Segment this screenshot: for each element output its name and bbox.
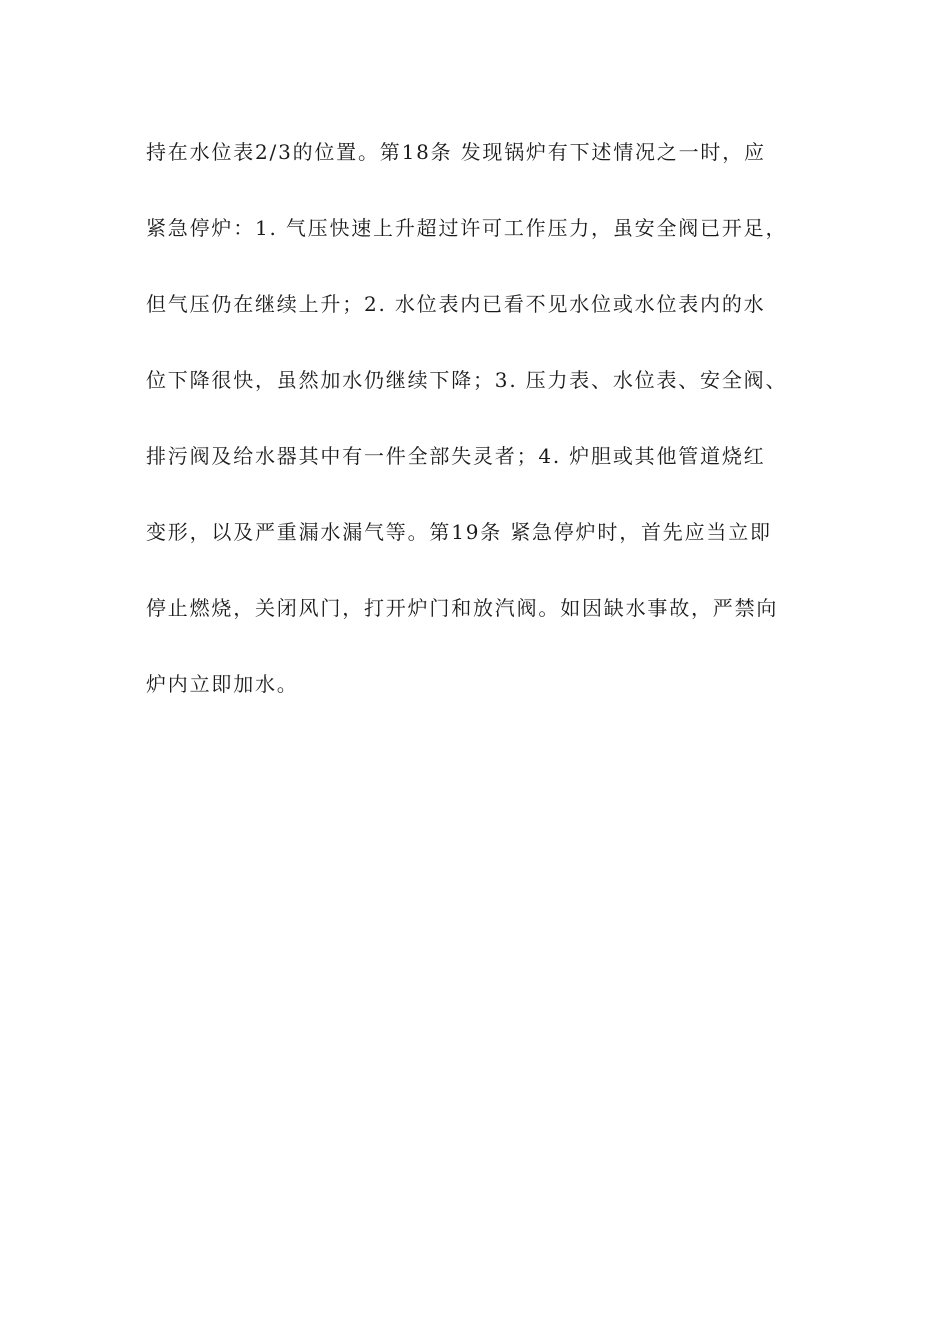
paragraph-line: 但气压仍在继续上升；2. 水位表内已看不见水位或水位表内的水 (146, 292, 766, 316)
body-paragraph (146, 133, 826, 741)
paragraph-line: 位下降很快，虽然加水仍继续下降；3. 压力表、水位表、安全阀、 (146, 368, 788, 392)
paragraph-line: 持在水位表2/3的位置。第18条 发现锅炉有下述情况之一时，应 (146, 140, 766, 164)
paragraph-line: 炉内立即加水。 (146, 672, 299, 696)
paragraph-line: 紧急停炉：1. 气压快速上升超过许可工作压力，虽安全阀已开足， (146, 216, 788, 240)
paragraph-line: 停止燃烧，关闭风门，打开炉门和放汽阀。如因缺水事故，严禁向 (146, 596, 779, 620)
paragraph-line: 排污阀及给水器其中有一件全部失灵者；4. 炉胆或其他管道烧红 (146, 444, 766, 468)
paragraph-line: 变形，以及严重漏水漏气等。第19条 紧急停炉时，首先应当立即 (146, 520, 772, 544)
